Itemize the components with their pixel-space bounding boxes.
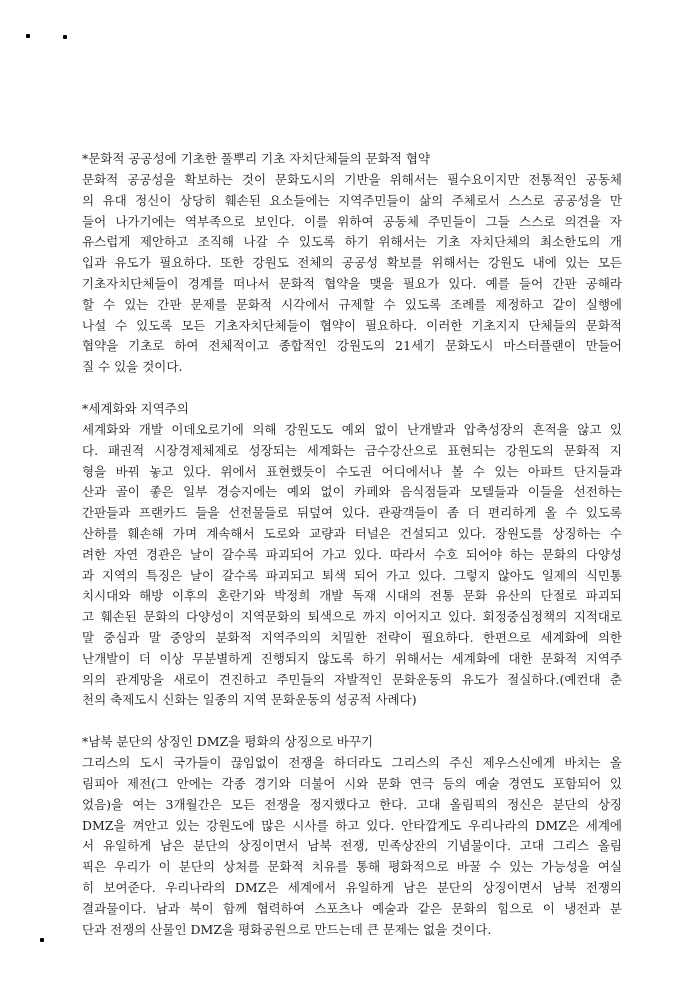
paragraph-line: 림피아 제전(그 안에는 각종 경기와 더불어 시와 문화 연극 등의 예술 경연도 포함되어 있 (82, 775, 622, 791)
paragraph-line: 기초자치단체들이 경계를 떠나서 문화적 협약을 맺을 필요가 있다. 예를 들어 간판 공해라 (82, 275, 622, 291)
paragraph-line: 고 훼손된 문화의 다양성이 지역문화의 퇴색으로 까지 이어지고 있다. 회정중심정책의 지적대로 (82, 609, 622, 625)
paragraph-line: 히 보여준다. 우리나라의 DMZ은 세계에서 유일하게 남은 분단의 상징이면서 남북 전쟁의 (82, 879, 622, 895)
paragraph-line: 서 유일하게 남은 분단의 상징이면서 남북 전쟁, 민족상잔의 기념물이다. 고대 그리스 올림 (82, 838, 622, 854)
paragraph-line: 었음)을 여는 3개월간은 모든 전쟁을 정지했다고 한다. 고대 올림픽의 정신은 분단의 상징 (82, 796, 622, 812)
scan-mark-top-center (63, 35, 67, 39)
paragraph-line: 들어 나가기에는 역부족으로 보인다. 이를 위하여 공동체 주민들이 그들 스스로 의견을 자 (82, 213, 622, 229)
paragraph-line: 협약을 기초로 하여 전체적이고 종합적인 강원도의 21세기 문화도시 마스터플랜이 만들어 (82, 338, 622, 354)
scan-mark-bottom-left (40, 938, 44, 942)
paragraph-line: 단과 전쟁의 산물인 DMZ을 평화공원으로 만드는데 큰 문제는 없을 것이다. (82, 921, 492, 937)
paragraph-line: 산과 골이 좋은 일부 경승지에는 예외 없이 카페와 음식점들과 모텔들과 이들을 선전하는 (82, 484, 622, 500)
paragraph-line: 간판들과 프랜카드 들을 선전물들로 뒤덮여 있다. 관광객들이 좀 더 편리하게 올 수 있도록 (82, 505, 622, 521)
paragraph-line: 그리스의 도시 국가들이 끊임없이 전쟁을 하더라도 그리스의 주신 제우스신에게 바치는 올 (82, 755, 622, 771)
paragraph-line: 질 수 있을 것이다. (82, 359, 183, 375)
section-heading: *남북 분단의 상징인 DMZ을 평화의 상징으로 바꾸기 (82, 734, 374, 750)
paragraph-line: 난개발이 더 이상 무분별하게 진행되지 않도록 하기 위해서는 세계화에 대한 문화적 지역주 (82, 650, 622, 666)
paragraph-line: 나설 수 있도록 모든 기초자치단체들이 협약이 필요하다. 이러한 기초지지 단체들의 문화적 (82, 317, 622, 333)
paragraph-line: 픽은 우리가 이 분단의 상처를 문화적 치유를 통해 평화적으로 바꿀 수 있는 가능성을 여실 (82, 859, 622, 875)
paragraph-line: 산하를 훼손해 가며 계속해서 도로와 교량과 터널은 건설되고 있다. 장원도를 상징하는 수 (82, 525, 622, 541)
paragraph-line: 세계화와 개발 이데오로기에 의해 강원도도 예외 없이 난개발과 압축성장의 흔적을 않고 있 (82, 421, 622, 437)
paragraph-line: 과 지역의 특징은 날이 갈수록 파괴되고 퇴색 되어 가고 있다. 그렇지 않아도 일제의 식민통 (82, 567, 622, 583)
paragraph-line: 유스럽게 제안하고 조직해 나갈 수 있도록 하기 위해서는 기초 자치단체의 최소한도의 개 (82, 234, 622, 250)
paragraph-line: 의 유대 정신이 상당히 훼손된 요소들에는 지역주민들이 삶의 주체로서 스스로 공공성을 만 (82, 192, 622, 208)
paragraph-line: DMZ을 껴안고 있는 강원도에 많은 시사를 하고 있다. 안타깝게도 우리나라의 DMZ은 세계에 (82, 817, 622, 833)
paragraph-line: 결과물이다. 남과 북이 함께 협력하여 스포츠나 예술과 같은 문화의 힘으로 이 냉전과 분 (82, 900, 622, 916)
paragraph-line: 치시대와 해방 이후의 혼란기와 박정희 개발 독재 시대의 전통 문화 유산의 단절로 파괴되 (82, 588, 622, 604)
section-dmz-peace (82, 733, 622, 940)
paragraph-line: 형을 바꿔 놓고 있다. 위에서 표현했듯이 수도권 어디에서나 볼 수 있는 아파트 단지들과 (82, 463, 622, 479)
section-heading: *문화적 공공성에 기초한 풀뿌리 기초 자치단체들의 문화적 협약 (82, 151, 431, 166)
paragraph-line: 입과 유도가 필요하다. 또한 강원도 전체의 공공성 확보를 위해서는 강원도 내에 있는 모든 (82, 255, 622, 271)
paragraph-line: 의의 관계망을 새로이 견진하고 주민들의 자발적인 문화운동의 유도가 절실하다.(예컨대 춘 (82, 671, 622, 687)
document-body (82, 150, 622, 962)
paragraph-line: 할 수 있는 간판 문제를 문화적 시각에서 규제할 수 있도록 조례를 제정하고 같이 실행에 (82, 296, 622, 312)
paragraph-line: 천의 축제도시 신화는 일종의 지역 문화운동의 성공적 사례다) (82, 692, 417, 708)
paragraph-line: 려한 자연 경관은 날이 갈수록 파괴되어 가고 있다. 따라서 수호 되어야 하는 문화의 다양성 (82, 546, 622, 562)
paragraph-line: 다. 패권적 시장경제체제로 성장되는 세계화는 금수강산으로 표현되는 강원도의 문화적 지 (82, 442, 622, 458)
paragraph-line: 말 중심과 말 중앙의 분화적 지역주의의 치밀한 전략이 필요하다. 한편으로 세계화에 의한 (82, 629, 622, 645)
scan-mark-top-left (26, 34, 30, 38)
section-globalization (82, 400, 622, 711)
section-cultural-agreement (82, 150, 622, 378)
paragraph-line: 문화적 공공성을 확보하는 것이 문화도시의 기반을 위해서는 필수요이지만 전통적인 공동체 (82, 172, 622, 187)
section-heading: *세계화와 지역주의 (82, 400, 189, 416)
